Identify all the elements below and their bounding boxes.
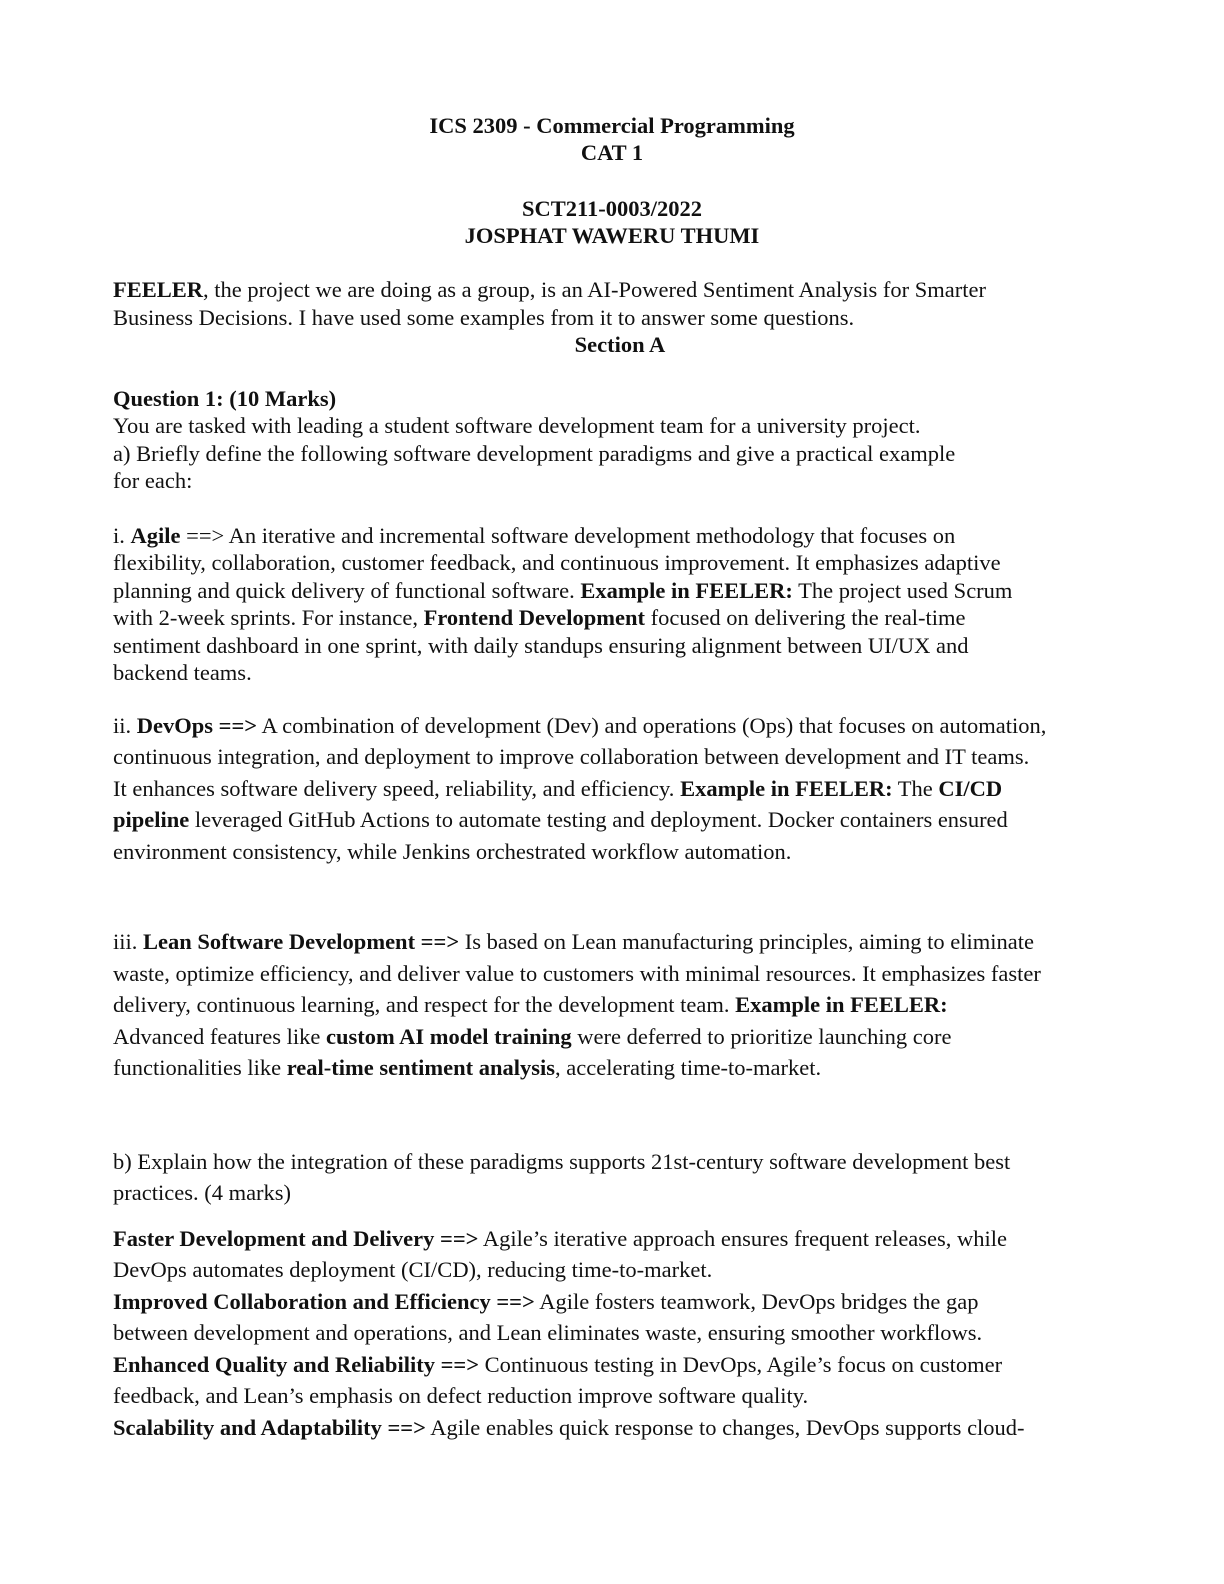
devops-term: DevOps ==>: [136, 712, 258, 738]
project-name: FEELER: [113, 277, 204, 302]
benefit-term: Faster Development and Delivery ==>: [113, 1225, 479, 1251]
student-name: JOSPHAT WAWERU THUMI: [464, 223, 760, 248]
registration-number: SCT211-0003/2022: [521, 196, 703, 221]
devops-definition: ii. DevOps ==> A combination of development (Dev) and operations (Ops) that focuses on automation, continuous integration, and deployment to improve collaboration between development and IT teams. It enhances software delivery speed, reliability, and efficiency. Example in FEELER: The CI/CD pipeline leveraged GitHub Actions to automate testing and deployment. Docker containers ensured environment consistency, while Jenkins orchestrated workflow automation.: [113, 712, 1047, 864]
benefit-term: Scalability and Adaptability ==>: [113, 1414, 426, 1440]
part-b-question: b) Explain how the integration of these paradigms supports 21st-century software development best practices. (4 marks): [113, 1148, 1011, 1205]
lean-term: Lean Software Development ==>: [143, 929, 460, 954]
benefits-list: Faster Development and Delivery ==> Agile’s iterative approach ensures frequent releases, while DevOps automates deployment (CI/CD), reducing time-to-market. Improved Collaboration and Efficiency ==> Agile fosters teamwork, DevOps bridges the gap between development and operations, and Lean eliminates waste, ensuring smoother workflows. Enhanced Quality and Reliability ==> Continuous testing in DevOps, Agile’s focus on customer feedback, and Lean’s emphasis on defect reduction improve software quality. Scalability and Adaptability ==> Agile enables quick response to changes, DevOps supports cloud-: [113, 1225, 1025, 1440]
benefit-term: Enhanced Quality and Reliability ==>: [113, 1351, 480, 1377]
exam-title: CAT 1: [580, 140, 644, 165]
intro-paragraph: FEELER, the project we are doing as a group, is an AI-Powered Sentiment Analysis for Smarter Business Decisions. I have used some examples from it to answer some questions.: [113, 277, 986, 330]
question-heading: Question 1: (10 Marks): [113, 385, 337, 411]
lean-definition: iii. Lean Software Development ==> Is based on Lean manufacturing principles, aiming to eliminate waste, optimize efficiency, and deliver value to customers with minimal resources. It emphasizes faster delivery, continuous learning, and respect for the development team. Example in FEELER: Advanced features like custom AI model training were deferred to prioritize launching core functionalities like real-time sentiment analysis, accelerating time-to-market.: [113, 929, 1041, 1080]
document-body: [113, 276, 1113, 1443]
agile-definition: i. Agile ==> An iterative and incremental software development methodology that focuses on flexibility, collaboration, customer feedback, and continuous improvement. It emphasizes adaptive planning and quick delivery of functional software. Example in FEELER: The project used Scrum with 2-week sprints. For instance, Frontend Development focused on delivering the real-time sentiment dashboard in one sprint, with daily standups ensuring alignment between UI/UX and backend teams.: [113, 522, 1013, 685]
question-1: Question 1: (10 Marks) You are tasked with leading a student software development team for a university project. a) Briefly define the following software development paradigms and give a practical example for each:: [113, 385, 956, 493]
title-block: [0, 112, 1224, 249]
agile-term: Agile: [130, 522, 181, 548]
section-title: Section A: [574, 332, 666, 357]
benefit-term: Improved Collaboration and Efficiency ==>: [113, 1288, 535, 1314]
course-title: ICS 2309 - Commercial Programming: [429, 113, 795, 138]
